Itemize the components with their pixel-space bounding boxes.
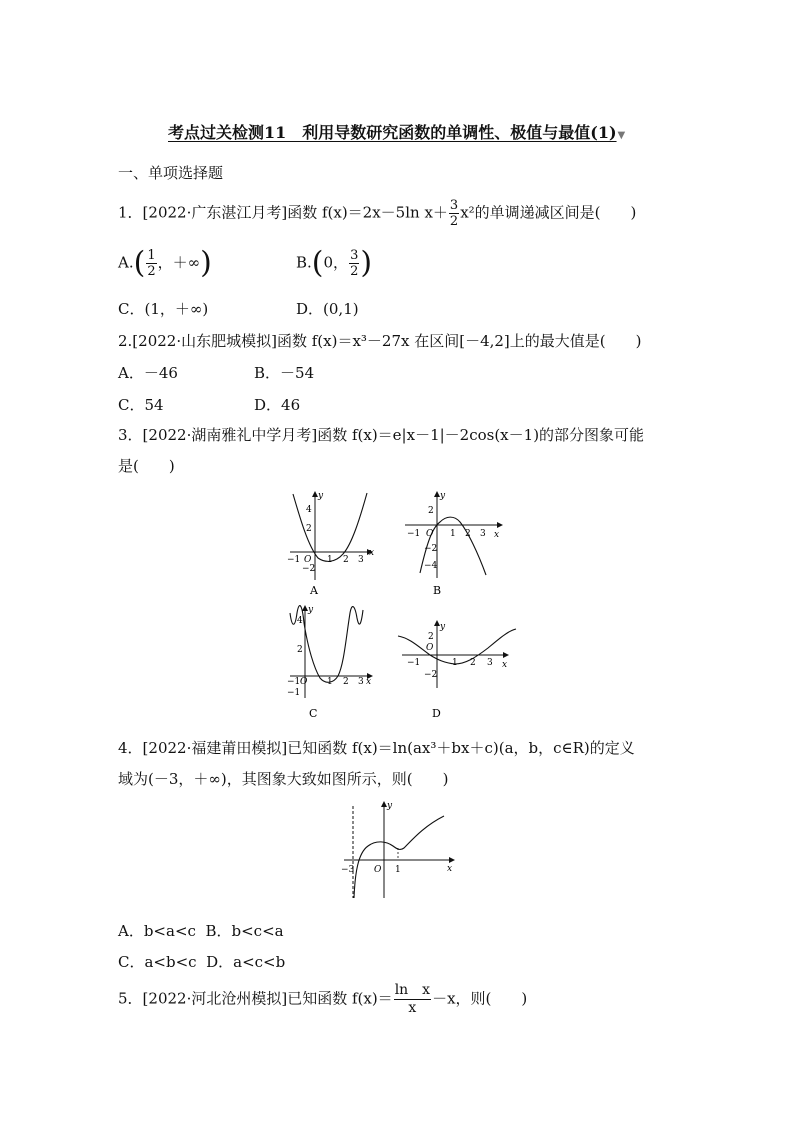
question-2-stem: 2.[2022·山东肥城模拟]函数 f(x)＝x³－27x 在区间[－4,2]上的最大值是( ) [118,332,642,350]
q2-option-a: A．－46 [118,364,178,382]
graph-c [287,605,372,720]
graph-d-y-var: y [440,622,446,632]
question-4-stem-line2: 域为(－3，＋∞)，其图象大致如图所示，则( ) [118,770,449,788]
svg-text:O: O [300,677,308,687]
graph-c-x-var: x [366,677,372,687]
graph-c-y-var: y [308,605,314,615]
svg-text:2: 2 [470,658,476,668]
section-heading: 一、单项选择题 [118,164,224,182]
q5-stem-part2: －x，则( ) [432,989,528,1008]
q1-option-d: D．(0,1) [296,300,359,318]
svg-text:−2: −2 [424,544,438,554]
svg-text:−1: −1 [287,688,301,698]
question-1-stem [118,198,636,229]
svg-text:−1: −1 [287,555,301,565]
q2-option-c: C．54 [118,396,164,414]
svg-text:1: 1 [327,555,333,565]
graph-a-x-var: x [369,548,375,558]
svg-text:2: 2 [465,529,471,539]
q1-option-c: C．(1，＋∞) [118,300,209,318]
svg-text:3: 3 [358,677,364,687]
svg-text:2: 2 [306,524,312,534]
svg-text:2: 2 [343,677,349,687]
question-4-stem-line1: 4．[2022·福建莆田模拟]已知函数 f(x)＝ln(ax³＋bx＋c)(a，b，c∈R)的定义 [118,739,635,757]
q4-option-a: A．b<a<c [118,922,196,940]
svg-text:−4: −4 [424,561,438,571]
svg-text:3: 3 [358,555,364,565]
question-3-stem-line1: 3．[2022·湖南雅礼中学月考]函数 f(x)＝e|x－1|－2cos(x－1)的部分图象可能 [118,426,645,444]
svg-text:2: 2 [428,632,434,642]
q4-graph-y-var: y [387,801,393,811]
graph-d-label: D [432,707,441,720]
q4-tick-neg3: −3 [341,865,355,875]
question-3-stem-line2: 是( ) [118,457,175,475]
q4-options-row1 [118,920,284,941]
svg-text:O: O [426,529,434,539]
q5-fraction: $\frac{\text{ln x}}{x}$ [394,982,431,1016]
graph-a-y-var: y [318,491,324,501]
svg-text:−2: −2 [424,670,438,680]
graph-b-x-var: x [494,530,500,540]
graph-a [287,491,374,597]
svg-text:3: 3 [480,529,486,539]
q4-graph-x-var: x [447,864,453,874]
dropdown-triangle-icon: ▼ [617,130,626,141]
svg-text:2: 2 [343,555,349,565]
q1-option-a: A.( $\frac{1}{2}$ ，＋∞) [118,245,212,281]
svg-text:−2: −2 [302,564,316,574]
graph-b-label: B [433,584,442,597]
graph-d [398,621,516,720]
question-5-stem [118,982,527,1017]
q4-option-b: B．b<c<a [205,922,284,940]
svg-text:1: 1 [327,677,333,687]
q2-option-d: D．46 [254,396,301,414]
page-title [168,120,625,143]
svg-text:4: 4 [297,616,303,626]
q5-stem-part1: 5．[2022·河北沧州模拟]已知函数 f(x)＝ [118,989,393,1008]
graph-b [405,491,502,597]
q1-option-b: B.(0， $\frac{3}{2}$ ) [296,245,373,281]
svg-text:4: 4 [306,505,312,515]
q1-stem-part1: 1．[2022·广东湛江月考]函数 f(x)＝2x－5ln x＋ [118,203,448,222]
svg-text:1: 1 [450,529,456,539]
graph-c-label: C [309,707,318,720]
q4-graph [338,798,458,902]
svg-text:−1: −1 [287,677,301,687]
svg-text:−1: −1 [407,529,421,539]
q4-tick-1: 1 [395,865,401,875]
q4-options-row2 [118,951,285,972]
q2-option-b: B．－54 [254,364,315,382]
svg-text:3: 3 [487,658,493,668]
q4-option-d: D．a<c<b [206,953,286,971]
svg-text:2: 2 [428,506,434,516]
q4-tick-origin: O [374,865,382,875]
q4-option-c: C．a<b<c [118,953,197,971]
graph-b-y-var: y [440,491,446,501]
q3-graphs [280,488,530,723]
svg-text:−1: −1 [407,658,421,668]
svg-text:2: 2 [297,645,303,655]
graph-d-x-var: x [502,660,508,670]
graph-a-label: A [310,584,318,597]
page-title-text: 考点过关检测11 利用导数研究函数的单调性、极值与最值(1) [168,123,617,142]
svg-text:O: O [304,555,312,565]
svg-text:O: O [426,643,434,653]
svg-text:1: 1 [452,658,458,668]
q1-stem-part2: x²的单调递减区间是( ) [460,203,637,222]
q1-fraction: $\frac{3}{2}$ [449,198,459,229]
